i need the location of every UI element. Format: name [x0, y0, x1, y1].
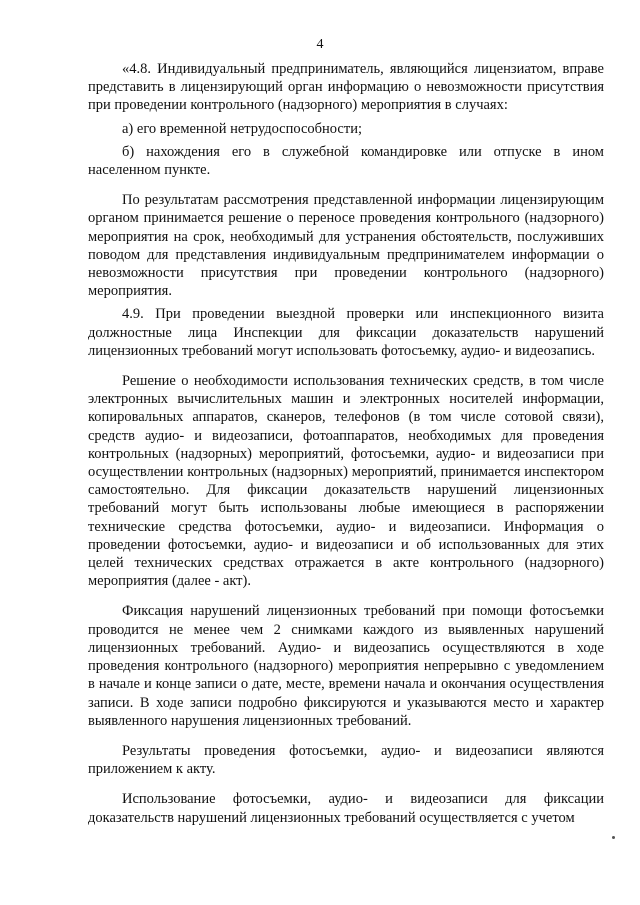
paragraph-decision: По результатам рассмотрения представленной информации лицензирующим органом принимается решение о переносе проведения контрольного (надзорного) мероприятия на срок, необходимый для устранения обстоятельств, послуживших поводом для представления индивидуальным предпринимателем информации о невозможности присутствия при проведении контрольного (надзорного) мероприятия.: [88, 192, 604, 300]
paragraph-results: Результаты проведения фотосъемки, аудио- и видеозаписи являются приложением к акту.: [88, 742, 604, 778]
paragraph-4-8: «4.8. Индивидуальный предприниматель, являющийся лицензиатом, вправе представить в лицензирующий орган информацию о невозможности присутствия при проведении контрольного (надзорного) мероприятия в случаях:: [88, 61, 604, 114]
paragraph-item-a: а) его временной нетрудоспособности;: [122, 120, 362, 137]
paragraph-photo-fixation: Фиксация нарушений лицензионных требований при помощи фотосъемки проводится не менее чем 2 снимками каждого из выявленных нарушений лицензионных требований. Аудио- и видеозапись осуществляются в ходе проведения контрольного (надзорного) мероприятия непрерывно с уведомлением в начале и конце записи о дате, месте, времени начала и окончания осуществления записи. В ходе записи подробно фиксируются и указываются место и характер выявленного нарушения лицензионных требований.: [88, 603, 604, 729]
scan-dot: [612, 836, 615, 839]
paragraph-usage: Использование фотосъемки, аудио- и видеозаписи для фиксации доказательств нарушений лицензионных требований осуществляется с учетом: [88, 791, 604, 826]
paragraph-item-b: б) нахождения его в служебной командировке или отпуске в ином населенном пункте.: [88, 143, 604, 179]
page-number: 4: [316, 37, 324, 52]
paragraph-technical-means: Решение о необходимости использования технических средств, в том числе электронных вычислительных машин и электронных носителей информации, копировальных аппаратов, сканеров, телефонов (в том числе сотовой связи), средств аудио- и видеозаписи, фотоаппаратов, необходимых для проведения контрольных (надзорных) мероприятий, фотосъемки, аудио- и видеозаписи при осуществлении контрольных (надзорных) мероприятий, принимается инспектором самостоятельно. Для фиксации доказательств нарушений лицензионных требований могут быть использованы любые имеющиеся в распоряжении технические средства фотосъемки, аудио- и видеозаписи. Информация о проведении фотосъемки, аудио- и видеозаписи и об использованных для этих целей технических средствах отражается в акте контрольного (надзорного) мероприятия (далее - акт).: [88, 373, 604, 590]
document-body: [88, 60, 604, 827]
paragraph-4-9: 4.9. При проведении выездной проверки или инспекционного визита должностные лица Инспекции для фиксации доказательств нарушений лицензионных требований могут использовать фотосъемку, аудио- и видеозапись.: [88, 306, 604, 359]
